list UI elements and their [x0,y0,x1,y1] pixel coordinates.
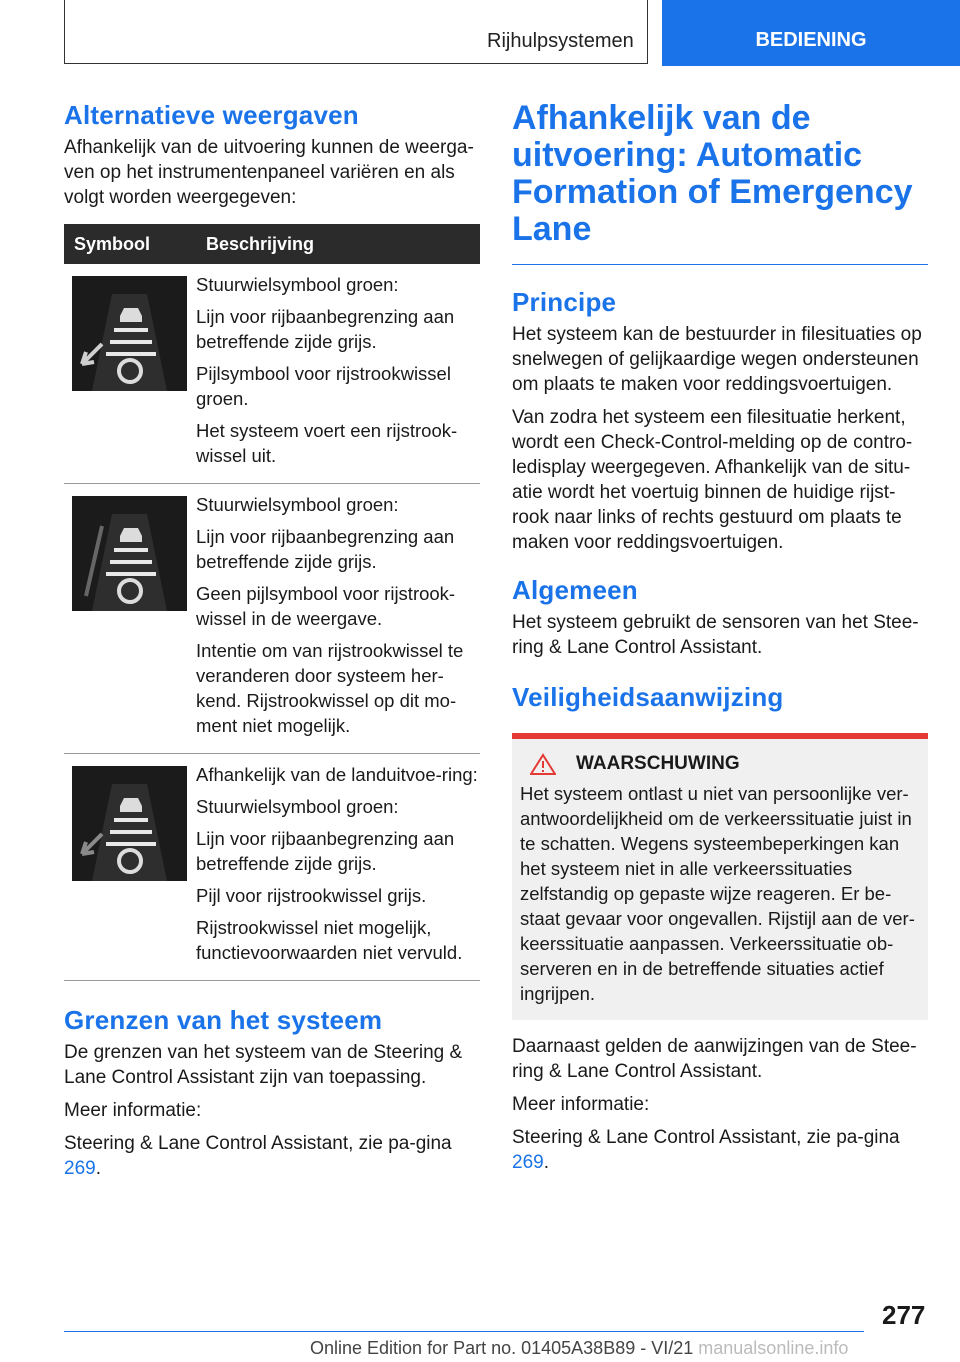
warning-text: Het systeem ontlast u niet van persoonlijke ver-antwoordelijkheid om de verkeerssituatie juist in te schatten. Wegens systeembeperkingen kan het systeem niet in alle verkeerssituaties zelfstandig op gepaste wijze reageren. Er be-staat gevaar voor ongevallen. Rijstijl aan de ver-keerssituatie aanpassen. Verkeerssituatie ob-serveren en in de betreffende situaties actief ingrijpen. [520,783,915,1004]
right-column [512,100,928,1183]
after-p3: Steering & Lane Control Assistant, zie pa-gina 269. [512,1127,900,1173]
footer-watermark: manualsonline.info [698,1338,849,1358]
row1-line2: Lijn voor rijbaanbegrenzing aan betreffende zijde grijs. [196,306,455,352]
limits-p2: Meer informatie: [64,1100,202,1121]
table-row [64,754,480,981]
row3-line1: Afhankelijk van de landuitvoe-ring: [196,764,478,785]
row2-line1: Stuurwielsymbool groen: [196,494,399,515]
col-desc: Beschrijving [196,224,480,264]
col-symbol: Symbool [64,224,196,264]
limits-title: Grenzen van het systeem [64,1005,383,1035]
safety-title: Veiligheidsaanwijzing [512,682,784,712]
main-title: Afhankelijk van de uitvoering: Automatic Formation of Emergency Lane [512,99,913,248]
row1-line4: Het systeem voert een rijstrook-wissel uit. [196,420,458,466]
row1-line3: Pijlsymbool voor rijstrookwissel groen. [196,363,451,409]
row3-line5: Rijstrookwissel niet mogelijk, functievoorwaarden niet vervuld. [196,917,463,963]
warning-box [512,733,928,1020]
header-tab-bediening[interactable]: BEDIENING [662,0,960,66]
row1-line1: Stuurwielsymbool groen: [196,274,399,295]
row3-line2: Stuurwielsymbool groen: [196,796,399,817]
row2-line4: Intentie om van rijstrookwissel te veranderen door systeem her-kend. Rijstrookwissel op dit mo-ment niet mogelijk. [196,640,464,736]
lane-change-arrow-icon [72,276,187,391]
title-divider [512,264,928,265]
principle-p2: Van zodra het systeem een filesituatie herkent, wordt een Check-Control-melding op de contro-ledisplay weergegeven. Afhankelijk van de situ-atie wordt het voertuig binnen de huidige rijst-rook naar links of rechts gestuurd om plaats te maken voor reddingsvoertuigen. [512,407,913,553]
page-number: 277 [882,1300,926,1330]
symbol-table [64,224,480,981]
header-section-title: Rijhulpsystemen [487,30,634,52]
after-p2: Meer informatie: [512,1094,650,1115]
page-link-269[interactable]: 269 [512,1152,544,1173]
limits-p3: Steering & Lane Control Assistant, zie pa-gina 269. [64,1133,452,1179]
alt-intro: Afhankelijk van de uitvoering kunnen de weerga-ven op het instrumentenpaneel variëren en als volgt worden weergegeven: [64,137,474,208]
warning-triangle-icon [530,753,556,775]
footer-edition: Online Edition for Part no. 01405A38B89 - VI/21 manualsonline.info [310,1338,849,1358]
lane-steering-icon [72,496,187,611]
limits-p1: De grenzen van het systeem van de Steering & Lane Control Assistant zijn van toepassing. [64,1042,463,1088]
table-row [64,264,480,484]
general-title: Algemeen [512,575,638,605]
row3-line3: Lijn voor rijbaanbegrenzing aan betreffende zijde grijs. [196,828,455,874]
row2-line3: Geen pijlsymbool voor rijstrook-wissel in de weergave. [196,583,456,629]
footer-divider [64,1331,864,1332]
warning-label: WAARSCHUWING [576,753,740,774]
principle-p1: Het systeem kan de bestuurder in filesituaties op snelwegen of gelijkaardige wegen ondersteunen om plaats te maken voor reddingsvoertuigen. [512,324,922,395]
page-link-269[interactable]: 269 [64,1158,96,1179]
alt-title: Alternatieve weergaven [64,100,359,130]
principle-title: Principe [512,287,617,317]
lane-change-gray-arrow-icon [72,766,187,881]
left-column [64,100,480,1189]
table-row [64,484,480,754]
row2-line2: Lijn voor rijbaanbegrenzing aan betreffende zijde grijs. [196,526,455,572]
after-p1: Daarnaast gelden de aanwijzingen van de Stee-ring & Lane Control Assistant. [512,1036,917,1082]
warning-header [530,753,920,775]
row3-line4: Pijl voor rijstrookwissel grijs. [196,885,427,906]
general-p1: Het systeem gebruikt de sensoren van het Stee-ring & Lane Control Assistant. [512,612,919,658]
